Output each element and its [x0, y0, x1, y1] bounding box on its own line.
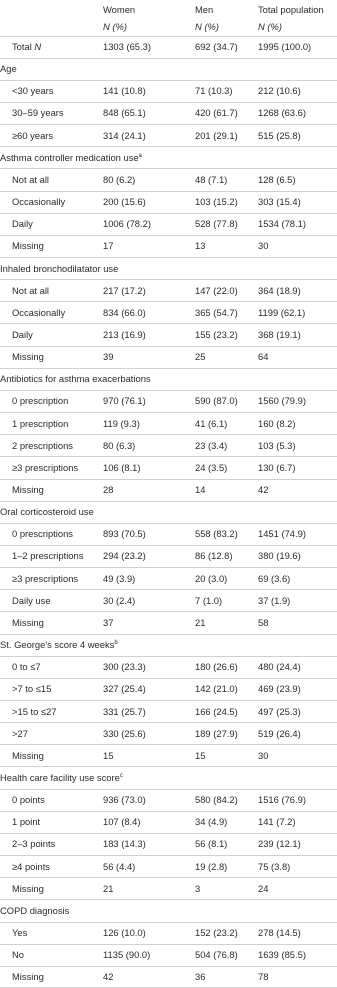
table-row [0, 966, 337, 988]
section-row [0, 368, 337, 390]
women-value: 183 (14.3) [103, 838, 146, 850]
table-header-row [0, 1, 337, 18]
men-value: 15 [195, 749, 206, 761]
row-label: Yes [12, 927, 28, 938]
row-label: 0 prescription [12, 395, 69, 407]
row-label: >15 to ≤27 [12, 705, 57, 717]
table-row [0, 346, 337, 368]
total-value: 24 [258, 882, 269, 894]
table-row [0, 811, 337, 833]
women-value: 49 (3.9) [103, 572, 136, 584]
section-row [0, 634, 337, 656]
total-value: 128 (6.5) [258, 173, 296, 185]
table-row [0, 878, 337, 900]
row-label: ≥3 prescriptions [12, 572, 79, 584]
men-value: 103 (15.2) [195, 196, 238, 208]
women-value: 331 (25.7) [103, 705, 146, 717]
women-value: 119 (9.3) [103, 417, 140, 429]
row-label: ≥3 prescriptions [12, 461, 79, 473]
table-row [0, 80, 337, 102]
women-value: 21 [103, 882, 114, 894]
row-label: 1 prescription [12, 417, 69, 429]
total-value: 42 [258, 484, 269, 495]
men-value: 13 [195, 240, 206, 252]
row-label: >27 [12, 727, 28, 739]
row-label: Missing [12, 484, 44, 495]
footnote-marker: c [119, 772, 123, 779]
men-value: 23 (3.4) [195, 439, 228, 451]
label-italic: N [34, 41, 42, 52]
men-value: 41 (6.1) [195, 417, 228, 429]
row-label: ≥60 years [12, 129, 54, 141]
section-row [0, 58, 337, 80]
men-value: 420 (61.7) [195, 107, 238, 119]
table-row [0, 435, 337, 457]
women-value: 834 (66.0) [103, 306, 146, 318]
women-value: 80 (6.2) [103, 173, 136, 185]
table-row [0, 125, 337, 147]
table-row [0, 213, 337, 235]
section-label: Health care facility use score$^c$ [0, 771, 123, 783]
row-label: Missing [12, 240, 44, 252]
men-value: 147 (22.0) [195, 284, 238, 296]
men-value: 86 (12.8) [195, 550, 233, 562]
total-value: 69 (3.6) [258, 572, 291, 584]
women-value: 970 (76.1) [103, 395, 146, 407]
row-label: 30–59 years [12, 107, 64, 119]
section-row [0, 258, 337, 280]
men-value: 365 (54.7) [195, 306, 238, 318]
section-row [0, 501, 337, 523]
row-label: Missing [12, 882, 44, 894]
table-row [0, 856, 337, 878]
row-label: Missing [12, 351, 44, 363]
table-row [0, 590, 337, 612]
table-row [0, 191, 337, 213]
table-row [0, 745, 337, 767]
row-label: 1 point [12, 816, 41, 828]
women-value: 30 (2.4) [103, 594, 136, 606]
total-value: 141 (7.2) [258, 816, 296, 828]
total-value: 160 (8.2) [258, 417, 296, 429]
men-value: 20 (3.0) [195, 572, 228, 584]
table-row [0, 922, 337, 944]
row-label: Missing [12, 749, 44, 761]
total-value: 58 [258, 616, 269, 628]
row-label: ≥4 points [12, 860, 50, 872]
men-value: 21 [195, 616, 206, 628]
total-value: 78 [258, 971, 269, 983]
men-value: 24 (3.5) [195, 461, 228, 473]
total-value: 1199 (62.1) [258, 306, 306, 318]
women-value: 936 (73.0) [103, 794, 146, 806]
women-value: 106 (8.1) [103, 461, 141, 473]
total-value: 480 (24.4) [258, 661, 301, 673]
women-value: 848 (65.1) [103, 107, 146, 119]
table-row [0, 701, 337, 723]
men-value: 56 (8.1) [195, 838, 228, 850]
men-value: 180 (26.6) [195, 661, 238, 673]
total-value: 130 (6.7) [258, 461, 296, 473]
table-row [0, 324, 337, 346]
table-row [0, 678, 337, 700]
men-value: 152 (23.2) [195, 927, 238, 938]
total-value: 469 (23.9) [258, 683, 301, 695]
women-value: 39 [103, 351, 114, 363]
table-row [0, 102, 337, 124]
men-value: 189 (27.9) [195, 727, 238, 739]
total-value: 37 (1.9) [258, 594, 291, 606]
total-value: 497 (25.3) [258, 705, 301, 717]
men-value: 7 (1.0) [195, 594, 223, 606]
men-value: 201 (29.1) [195, 129, 238, 141]
table-row [0, 280, 337, 302]
row-label: 1–2 prescriptions [12, 550, 84, 562]
row-label: No [12, 949, 24, 961]
total-value: 1560 (79.9) [258, 395, 306, 407]
total-value: 1995 (100.0) [258, 41, 312, 52]
row-label: 2 prescriptions [12, 439, 73, 451]
section-label: Oral corticosteroid use [0, 506, 94, 518]
men-value: 71 (10.3) [195, 85, 233, 97]
section-label: COPD diagnosis [0, 904, 70, 916]
footnote-marker: a [138, 152, 142, 159]
table-row [0, 413, 337, 435]
row-label: 0 points [12, 794, 45, 806]
men-value: 19 (2.8) [195, 860, 228, 872]
section-row [0, 900, 337, 922]
column-header-women: Women [103, 4, 136, 15]
women-value: 17 [103, 240, 114, 252]
men-value: 580 (84.2) [195, 794, 238, 806]
row-label: Occasionally [12, 196, 66, 208]
total-value: 519 (26.4) [258, 727, 301, 739]
table-row [0, 568, 337, 590]
row-label: Missing [12, 971, 44, 983]
table-row [0, 944, 337, 966]
total-value: 239 (12.1) [258, 838, 301, 850]
table-row [0, 390, 337, 412]
total-value: 515 (25.8) [258, 129, 301, 141]
row-label: >7 to ≤15 [12, 683, 52, 695]
subheader-women: N (%) [103, 21, 127, 32]
row-label: Occasionally [12, 306, 66, 318]
women-value: 327 (25.4) [103, 683, 146, 695]
men-value: 3 [195, 882, 201, 894]
column-header-men: Men [195, 4, 214, 15]
table-row [0, 235, 337, 257]
row-label: 2–3 points [12, 838, 56, 850]
row-label: 0 prescriptions [12, 528, 73, 540]
women-value: 1006 (78.2) [103, 218, 151, 230]
women-value: 893 (70.5) [103, 528, 146, 540]
women-value: 141 (10.8) [103, 85, 146, 97]
men-value: 36 [195, 971, 206, 983]
section-label: St. George's score 4 weeks$^b$ [0, 639, 118, 651]
total-value: 75 (3.8) [258, 860, 291, 872]
total-value: 103 (5.3) [258, 439, 296, 451]
women-value: 300 (23.3) [103, 661, 146, 673]
column-header-total: Total population [258, 4, 324, 15]
table-row [0, 656, 337, 678]
row-label: <30 years [12, 85, 54, 97]
table-row [0, 302, 337, 324]
women-value: 314 (24.1) [103, 129, 146, 141]
total-value: 303 (15.4) [258, 196, 301, 208]
men-value: 48 (7.1) [195, 173, 228, 185]
table-row [0, 457, 337, 479]
total-value: 1516 (76.9) [258, 794, 306, 806]
section-label: Age [0, 63, 17, 75]
women-value: 1135 (90.0) [103, 949, 151, 961]
total-value: 30 [258, 749, 269, 761]
men-value: 34 (4.9) [195, 816, 228, 828]
men-value: 166 (24.5) [195, 705, 238, 717]
women-value: 330 (25.6) [103, 727, 146, 739]
men-value: 504 (76.8) [195, 949, 238, 961]
total-value: 212 (10.6) [258, 85, 301, 97]
row-label: Daily [12, 328, 33, 340]
subheader-men: N (%) [195, 21, 219, 32]
table-row [0, 523, 337, 545]
women-value: 217 (17.2) [103, 284, 146, 296]
section-row [0, 147, 337, 169]
row-label: 0 to ≤7 [12, 661, 41, 673]
table-row [0, 833, 337, 855]
footnote-marker: b [114, 640, 118, 647]
total-value: 278 (14.5) [258, 927, 301, 938]
row-label: Total N [12, 41, 42, 52]
men-value: 142 (21.0) [195, 683, 238, 695]
total-value: 30 [258, 240, 269, 252]
table-row [0, 789, 337, 811]
men-value: 528 (77.8) [195, 218, 238, 230]
total-value: 368 (19.1) [258, 328, 301, 340]
row-label: Daily [12, 218, 33, 230]
men-value: 590 (87.0) [195, 395, 238, 407]
section-label: Asthma controller medication use$^a$ [0, 151, 142, 163]
total-value: 1268 (63.6) [258, 107, 306, 119]
total-value: 64 [258, 351, 269, 363]
women-value: 42 [103, 971, 114, 983]
table-row [0, 36, 337, 58]
women-value: 294 (23.2) [103, 550, 146, 562]
women-value: 37 [103, 616, 114, 628]
row-label: Missing [12, 616, 44, 628]
men-value: 155 (23.2) [195, 328, 238, 340]
table-row [0, 169, 337, 191]
men-value: 25 [195, 351, 206, 363]
total-value: 1534 (78.1) [258, 218, 306, 230]
men-value: 14 [195, 484, 206, 495]
row-label: Not at all [12, 284, 49, 296]
table-subheader-row [0, 18, 337, 35]
table-row [0, 545, 337, 567]
total-value: 1639 (85.5) [258, 949, 306, 961]
women-value: 1303 (65.3) [103, 41, 151, 52]
section-row [0, 767, 337, 789]
men-value: 558 (83.2) [195, 528, 238, 540]
women-value: 80 (6.3) [103, 439, 136, 451]
subheader-total: N (%) [258, 21, 282, 32]
row-label: Daily use [12, 594, 51, 606]
table-row [0, 723, 337, 745]
total-value: 364 (18.9) [258, 284, 301, 296]
total-value: 1451 (74.9) [258, 528, 306, 540]
women-value: 28 [103, 484, 114, 495]
table-row [0, 612, 337, 634]
total-value: 380 (19.6) [258, 550, 301, 562]
women-value: 213 (16.9) [103, 328, 146, 340]
women-value: 15 [103, 749, 114, 761]
table-row [0, 479, 337, 501]
women-value: 200 (15.6) [103, 196, 146, 208]
row-label: Not at all [12, 173, 49, 185]
women-value: 56 (4.4) [103, 860, 136, 872]
women-value: 107 (8.4) [103, 816, 141, 828]
women-value: 126 (10.0) [103, 927, 146, 938]
section-label: Antibiotics for asthma exacerbations [0, 373, 151, 385]
section-label: Inhaled bronchodilatator use [0, 262, 119, 274]
men-value: 692 (34.7) [195, 41, 238, 52]
